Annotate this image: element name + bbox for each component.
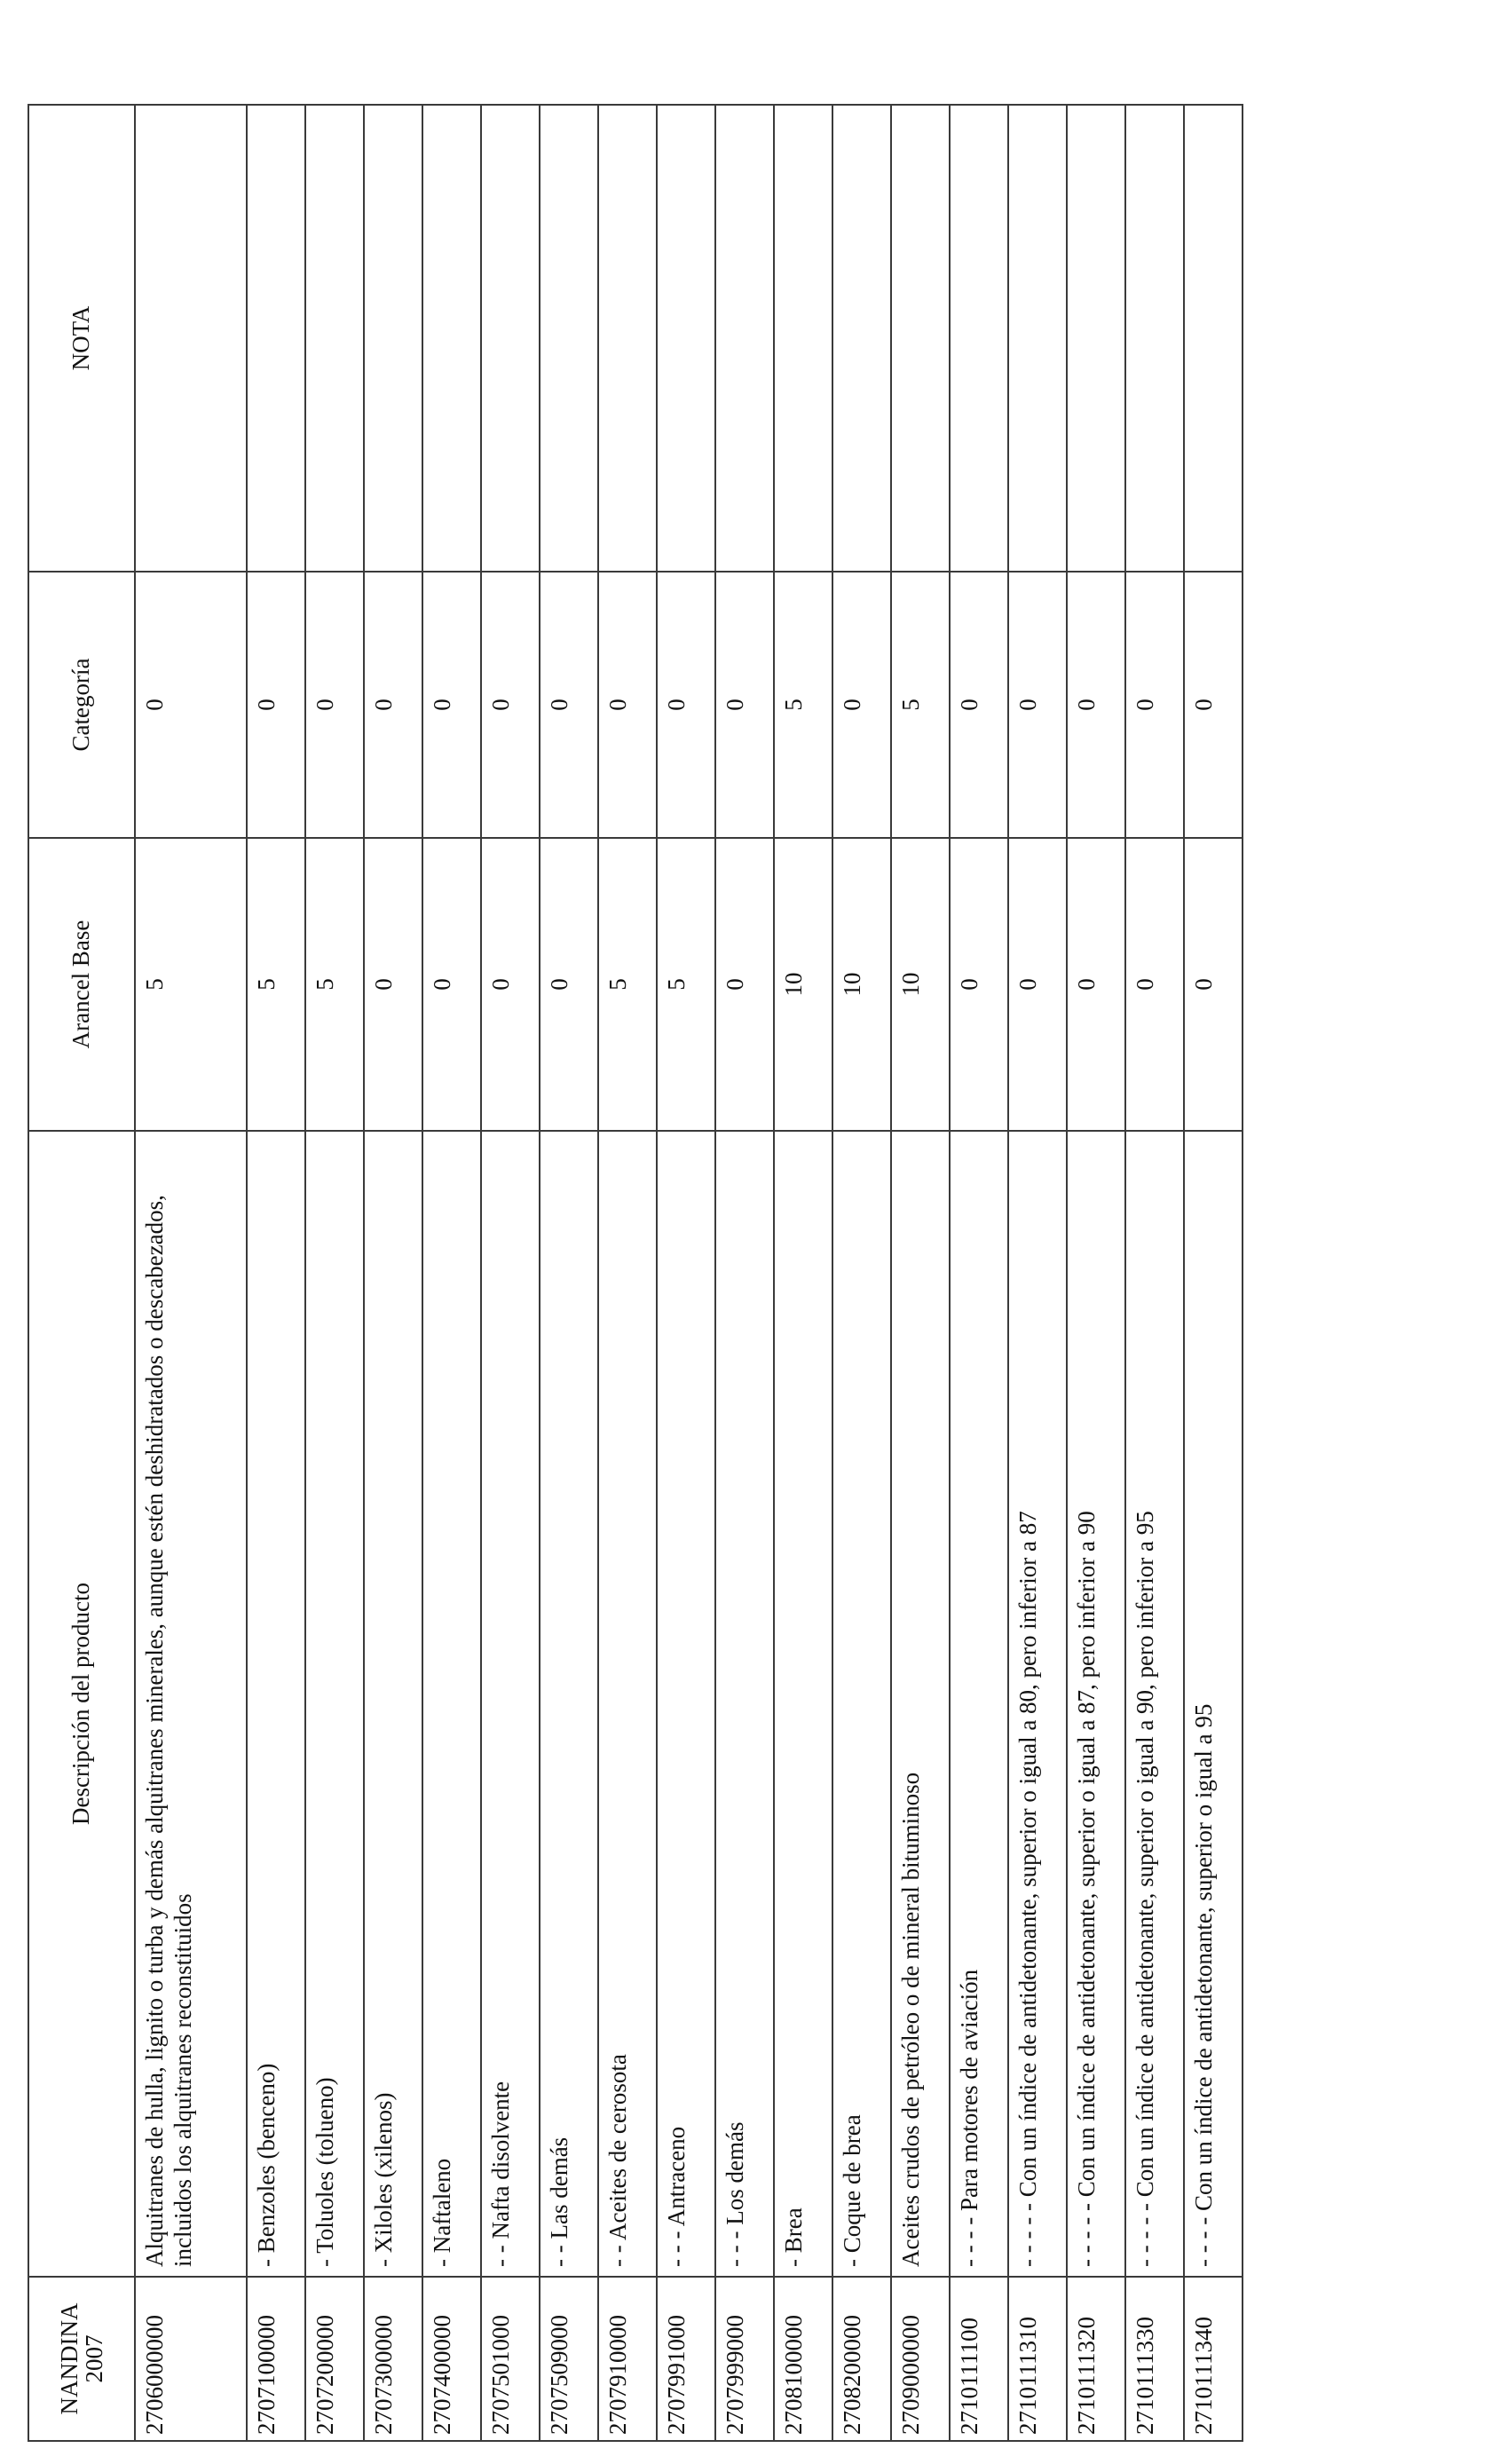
cell-categoria: 5 xyxy=(891,572,950,838)
cell-code: 2710111320 xyxy=(1067,2277,1125,2441)
cell-categoria: 0 xyxy=(1008,572,1067,838)
cell-categoria: 0 xyxy=(422,572,481,838)
cell-nota xyxy=(657,105,715,572)
cell-code: 2710111100 xyxy=(950,2277,1008,2441)
cell-categoria: 0 xyxy=(540,572,598,838)
cell-code: 2708100000 xyxy=(774,2277,832,2441)
table-row xyxy=(832,105,891,2441)
table-row xyxy=(1008,105,1067,2441)
cell-code: 2707501000 xyxy=(481,2277,540,2441)
table-row xyxy=(1067,105,1125,2441)
cell-arancel-base: 0 xyxy=(950,838,1008,1131)
cell-description: - - Las demás xyxy=(540,1131,598,2277)
cell-description: - - - - - Con un índice de antidetonante, superior o igual a 80, pero inferior a 87 xyxy=(1008,1131,1067,2277)
cell-nota xyxy=(364,105,422,572)
cell-description: - Xiloles (xilenos) xyxy=(364,1131,422,2277)
table-row xyxy=(364,105,422,2441)
cell-code: 2707300000 xyxy=(364,2277,422,2441)
cell-categoria: 5 xyxy=(774,572,832,838)
table-row xyxy=(305,105,364,2441)
cell-description: - - Aceites de cerosota xyxy=(598,1131,657,2277)
cell-nota xyxy=(540,105,598,572)
cell-arancel-base: 5 xyxy=(247,838,305,1131)
cell-categoria: 0 xyxy=(305,572,364,838)
cell-code: 2707100000 xyxy=(247,2277,305,2441)
header-nandina xyxy=(28,2277,135,2441)
cell-description: - - - - Para motores de aviación xyxy=(950,1131,1008,2277)
table-row xyxy=(422,105,481,2441)
cell-arancel-base: 10 xyxy=(832,838,891,1131)
cell-arancel-base: 0 xyxy=(481,838,540,1131)
table-row xyxy=(715,105,774,2441)
cell-arancel-base: 0 xyxy=(540,838,598,1131)
cell-description: - - Nafta disolvente xyxy=(481,1131,540,2277)
cell-categoria: 0 xyxy=(832,572,891,838)
cell-nota xyxy=(891,105,950,572)
cell-categoria: 0 xyxy=(364,572,422,838)
cell-code: 2710111330 xyxy=(1125,2277,1184,2441)
cell-arancel-base: 0 xyxy=(364,838,422,1131)
table-row xyxy=(1125,105,1184,2441)
cell-nota xyxy=(774,105,832,572)
cell-categoria: 0 xyxy=(1067,572,1125,838)
table-row xyxy=(247,105,305,2441)
cell-code: 2707509000 xyxy=(540,2277,598,2441)
cell-arancel-base: 10 xyxy=(774,838,832,1131)
cell-code: 2707910000 xyxy=(598,2277,657,2441)
cell-categoria: 0 xyxy=(1125,572,1184,838)
header-nandina-line2: 2007 xyxy=(81,2334,107,2383)
table-row xyxy=(950,105,1008,2441)
cell-description: Aceites crudos de petróleo o de mineral bituminoso xyxy=(891,1131,950,2277)
header-row xyxy=(28,105,135,2441)
cell-code: 2707400000 xyxy=(422,2277,481,2441)
cell-arancel-base: 0 xyxy=(1184,838,1243,1131)
cell-nota xyxy=(1184,105,1243,572)
cell-categoria: 0 xyxy=(715,572,774,838)
cell-code: 2707200000 xyxy=(305,2277,364,2441)
cell-arancel-base: 5 xyxy=(305,838,364,1131)
cell-arancel-base: 0 xyxy=(422,838,481,1131)
cell-description: - - - Los demás xyxy=(715,1131,774,2277)
cell-code: 2707991000 xyxy=(657,2277,715,2441)
cell-nota xyxy=(1008,105,1067,572)
cell-nota xyxy=(598,105,657,572)
cell-code: 2710111340 xyxy=(1184,2277,1243,2441)
cell-categoria: 0 xyxy=(481,572,540,838)
header-categoria: Categoría xyxy=(28,572,135,838)
cell-description: - Brea xyxy=(774,1131,832,2277)
cell-description: - - - - Con un índice de antidetonante, superior o igual a 95 xyxy=(1184,1131,1243,2277)
cell-categoria: 0 xyxy=(247,572,305,838)
table-row xyxy=(891,105,950,2441)
cell-code: 2710111310 xyxy=(1008,2277,1067,2441)
cell-categoria: 0 xyxy=(135,572,247,838)
header-descripcion: Descripción del producto xyxy=(28,1131,135,2277)
cell-arancel-base: 0 xyxy=(1067,838,1125,1131)
cell-nota xyxy=(305,105,364,572)
table-row xyxy=(1184,105,1243,2441)
cell-description: - Toluoles (tolueno) xyxy=(305,1131,364,2277)
cell-description: - Coque de brea xyxy=(832,1131,891,2277)
cell-nota xyxy=(1125,105,1184,572)
cell-code: 2707999000 xyxy=(715,2277,774,2441)
table-row xyxy=(135,105,247,2441)
cell-nota xyxy=(1067,105,1125,572)
header-nandina-line1: NANDINA xyxy=(55,2302,83,2415)
table-row xyxy=(481,105,540,2441)
header-arancel-base: Arancel Base xyxy=(28,838,135,1131)
cell-nota xyxy=(247,105,305,572)
cell-description: - - - Antraceno xyxy=(657,1131,715,2277)
cell-nota xyxy=(832,105,891,572)
cell-description: Alquitranes de hulla, lignito o turba y demás alquitranes minerales, aunque estén deshidratados o descabezados, incluidos los alquitranes reconstituidos xyxy=(135,1131,247,2277)
cell-description: - Benzoles (benceno) xyxy=(247,1131,305,2277)
cell-arancel-base: 0 xyxy=(715,838,774,1131)
cell-arancel-base: 5 xyxy=(657,838,715,1131)
cell-description: - - - - - Con un índice de antidetonante, superior o igual a 90, pero inferior a 95 xyxy=(1125,1131,1184,2277)
cell-nota xyxy=(715,105,774,572)
cell-categoria: 0 xyxy=(1184,572,1243,838)
rotated-page xyxy=(28,106,1217,2442)
tariff-table xyxy=(28,104,1243,2442)
cell-arancel-base: 10 xyxy=(891,838,950,1131)
cell-nota xyxy=(950,105,1008,572)
cell-arancel-base: 5 xyxy=(135,838,247,1131)
cell-nota xyxy=(135,105,247,572)
header-nota: NOTA xyxy=(28,105,135,572)
cell-nota xyxy=(422,105,481,572)
cell-nota xyxy=(481,105,540,572)
cell-arancel-base: 0 xyxy=(1125,838,1184,1131)
cell-description: - Naftaleno xyxy=(422,1131,481,2277)
table-row xyxy=(540,105,598,2441)
cell-code: 2709000000 xyxy=(891,2277,950,2441)
cell-categoria: 0 xyxy=(598,572,657,838)
cell-description: - - - - - Con un índice de antidetonante, superior o igual a 87, pero inferior a 90 xyxy=(1067,1131,1125,2277)
cell-code: 2708200000 xyxy=(832,2277,891,2441)
cell-categoria: 0 xyxy=(657,572,715,838)
cell-code: 2706000000 xyxy=(135,2277,247,2441)
table-row xyxy=(598,105,657,2441)
cell-categoria: 0 xyxy=(950,572,1008,838)
table-row xyxy=(657,105,715,2441)
table-row xyxy=(774,105,832,2441)
cell-arancel-base: 0 xyxy=(1008,838,1067,1131)
cell-arancel-base: 5 xyxy=(598,838,657,1131)
